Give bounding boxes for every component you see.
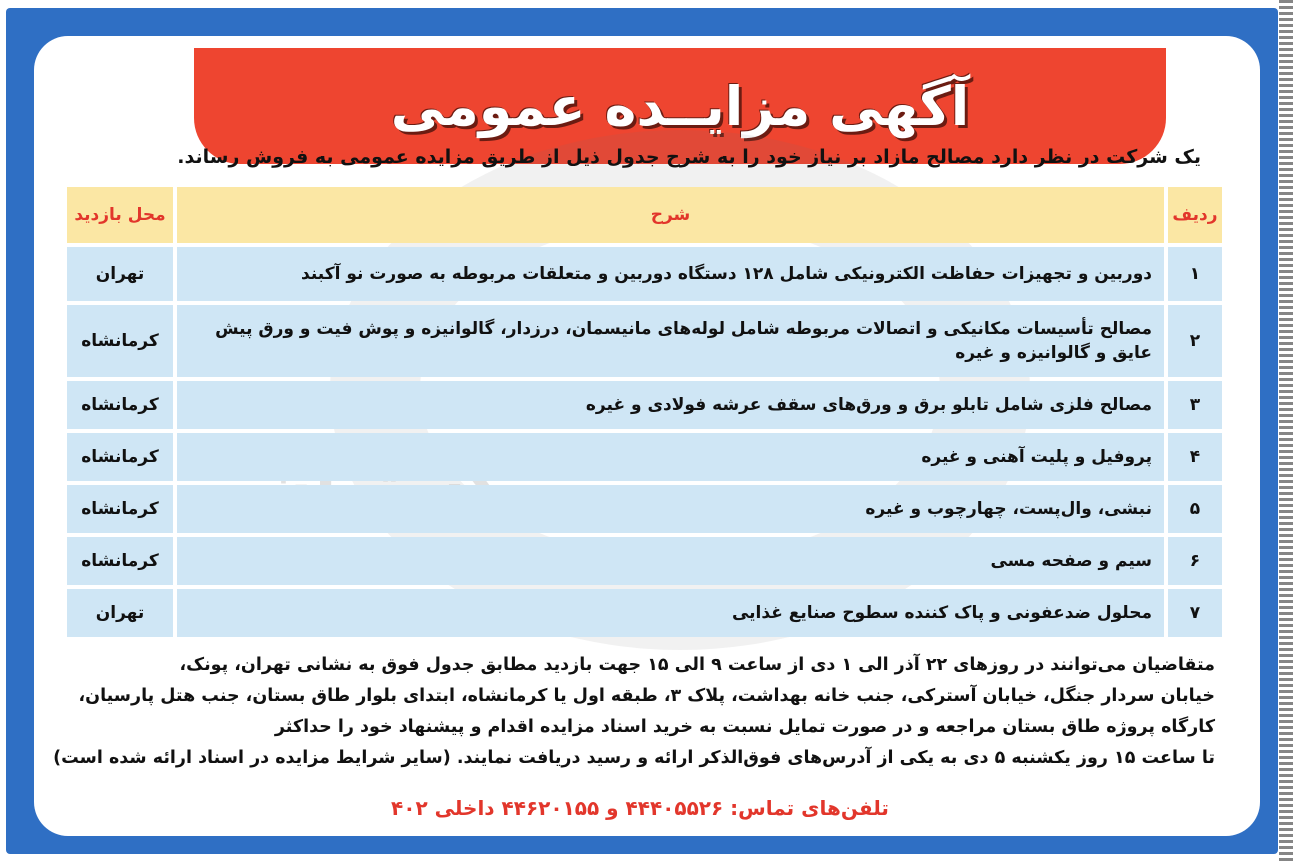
header-site: محل بازدید (67, 187, 173, 243)
table-row (67, 305, 1222, 377)
row-description: مصالح تأسیسات مکانیکی و اتصالات مربوطه شامل لوله‌های مانیسمان، درزدار، گالوانیزه و پوش فیت و ورق پیش عایق و گالوانیزه و غیره (177, 305, 1164, 377)
row-number: ۴ (1168, 433, 1222, 481)
scan-edge (1279, 0, 1293, 861)
row-number: ۶ (1168, 537, 1222, 585)
row-description: مصالح فلزی شامل تابلو برق و ورق‌های سقف عرشه فولادی و غیره (177, 381, 1164, 429)
row-site: کرمانشاه (67, 537, 173, 585)
items-table (63, 183, 1226, 641)
table-row (67, 537, 1222, 585)
conditions-line: خیابان سردار جنگل، خیابان آسترکی، جنب خانه بهداشت، پلاک ۳، طبقه اول یا کرمانشاه، ابتدای بلوار طاق بستان، جنب هتل پارسیان، (78, 686, 1215, 706)
row-site: تهران (67, 247, 173, 301)
table-row (67, 589, 1222, 637)
intro-text: یک شرکت در نظر دارد مصالح مازاد بر نیاز خود را به شرح جدول ذیل از طریق مزایده عمومی به فروش رساند. (177, 146, 1201, 168)
row-number: ۱ (1168, 247, 1222, 301)
table-row (67, 247, 1222, 301)
row-site: کرمانشاه (67, 305, 173, 377)
row-number: ۵ (1168, 485, 1222, 533)
row-number: ۲ (1168, 305, 1222, 377)
conditions-text (53, 650, 1215, 774)
conditions-line: کارگاه پروژه طاق بستان مراجعه و در صورت تمایل نسبت به خرید اسناد مزایده اقدام و پیشنهاد خود را حداکثر (274, 717, 1215, 737)
row-description: پروفیل و پلیت آهنی و غیره (177, 433, 1164, 481)
conditions-line: متقاضیان می‌توانند در روزهای ۲۲ آذر الی ۱ دی از ساعت ۹ الی ۱۵ جهت بازدید مطابق جدول فوق به نشانی تهران، پونک، (179, 655, 1215, 675)
conditions-line: تا ساعت ۱۵ روز یکشنبه ۵ دی به یکی از آدرس‌های فوق‌الذکر ارائه و رسید دریافت نمایند. (سایر شرایط مزایده در اسناد ارائه شده است) (53, 748, 1215, 768)
row-site: تهران (67, 589, 173, 637)
row-number: ۳ (1168, 381, 1222, 429)
ad-title: آگهی مزایــده عمومی (390, 74, 970, 138)
row-site: کرمانشاه (67, 485, 173, 533)
row-description: نبشی، وال‌پست، چهارچوب و غیره (177, 485, 1164, 533)
table-header-row (67, 187, 1222, 243)
row-description: سیم و صفحه مسی (177, 537, 1164, 585)
header-row-number: ردیف (1168, 187, 1222, 243)
row-description: محلول ضدعفونی و پاک کننده سطوح صنایع غذایی (177, 589, 1164, 637)
row-description: دوربین و تجهیزات حفاظت الکترونیکی شامل ۱۲۸ دستگاه دوربین و متعلقات مربوطه به صورت نو آکبند (177, 247, 1164, 301)
contact-phones: تلفن‌های تماس: ۴۴۴۰۵۵۲۶ و ۴۴۶۲۰۱۵۵ داخلی ۴۰۲ (391, 796, 889, 820)
header-description: شرح (177, 187, 1164, 243)
table-row (67, 433, 1222, 481)
row-number: ۷ (1168, 589, 1222, 637)
table-row (67, 381, 1222, 429)
row-site: کرمانشاه (67, 381, 173, 429)
row-site: کرمانشاه (67, 433, 173, 481)
table-row (67, 485, 1222, 533)
